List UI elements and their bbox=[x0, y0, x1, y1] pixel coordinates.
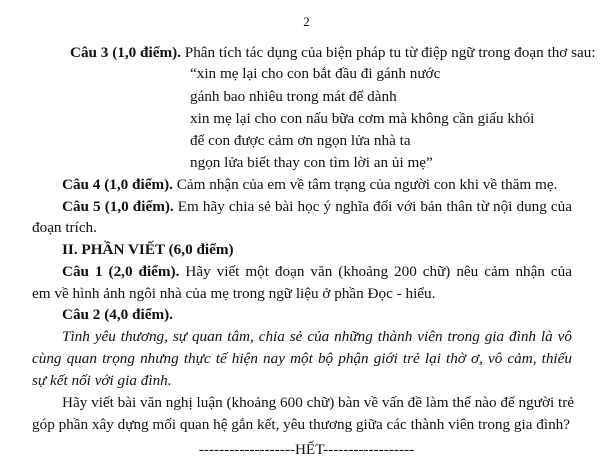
poem-line-5: ngọn lửa biết thay con tìm lời an ủi mẹ” bbox=[190, 154, 433, 171]
writing-question-1-line-1: Câu 1 (2,0 điểm). Hãy viết một đoạn văn (khoảng 200 chữ) nêu cảm nhận của bbox=[62, 263, 572, 280]
question-4-text: Cảm nhận của em về tâm trạng của người con khi về thăm mẹ. bbox=[172, 176, 558, 193]
poem-line-3: xin mẹ lại cho con nấu bữa cơm mà không cần giấu khói bbox=[190, 110, 535, 127]
writing-question-2-label: Câu 2 (4,0 điểm). bbox=[62, 306, 173, 323]
writing-question-1-label: Câu 1 (2,0 điểm). bbox=[62, 263, 180, 280]
question-5-line-1 bbox=[62, 197, 572, 217]
writing-question-1-line-2: em về hình ảnh ngôi nhà của mẹ trong ngữ liệu ở phần Đọc - hiểu. bbox=[32, 285, 436, 302]
section-2-heading: II. PHẦN VIẾT (6,0 điểm) bbox=[62, 241, 234, 258]
question-3-text: Phân tích tác dụng của biện pháp tu từ điệp ngữ trong đoạn thơ sau: bbox=[180, 44, 596, 61]
prompt-italic-line-3: sự kết nối với gia đình. bbox=[32, 372, 172, 389]
question-3 bbox=[70, 43, 596, 63]
task-line-2: góp phần xây dựng mối quan hệ gắn kết, yêu thương giữa các thành viên trong gia đình? bbox=[32, 416, 570, 433]
prompt-italic-line-1: Tình yêu thương, sự quan tâm, chia sẻ của những thành viên trong gia đình là vô bbox=[62, 328, 572, 345]
page-number: 2 bbox=[303, 14, 310, 29]
poem-line-4: để con được cảm ơn ngọn lửa nhà ta bbox=[190, 132, 411, 149]
prompt-italic-line-2: cùng quan trọng nhưng thực tế hiện nay một bộ phận giới trẻ lại thờ ơ, vô cảm, thiếu bbox=[32, 350, 572, 367]
question-5-text: Em hãy chia sẻ bài học ý nghĩa đối với bản thân từ nội dung của bbox=[173, 198, 572, 215]
end-mark: -------------------HẾT------------------ bbox=[198, 441, 415, 458]
question-5-label: Câu 5 (1,0 điểm). bbox=[62, 198, 174, 215]
question-3-label: Câu 3 (1,0 điểm). bbox=[70, 44, 181, 61]
question-4-label: Câu 4 (1,0 điểm). bbox=[62, 176, 173, 193]
poem-line-1: “xin mẹ lại cho con bắt đầu đi gánh nước bbox=[190, 65, 441, 82]
poem-line-2: gánh bao nhiêu trong mát để dành bbox=[190, 88, 397, 105]
task-line-1: Hãy viết bài văn nghị luận (khoảng 600 chữ) bàn về vấn đề làm thế nào để người trẻ bbox=[62, 394, 575, 411]
question-4 bbox=[62, 175, 557, 195]
question-5-line-2: đoạn trích. bbox=[32, 219, 97, 236]
